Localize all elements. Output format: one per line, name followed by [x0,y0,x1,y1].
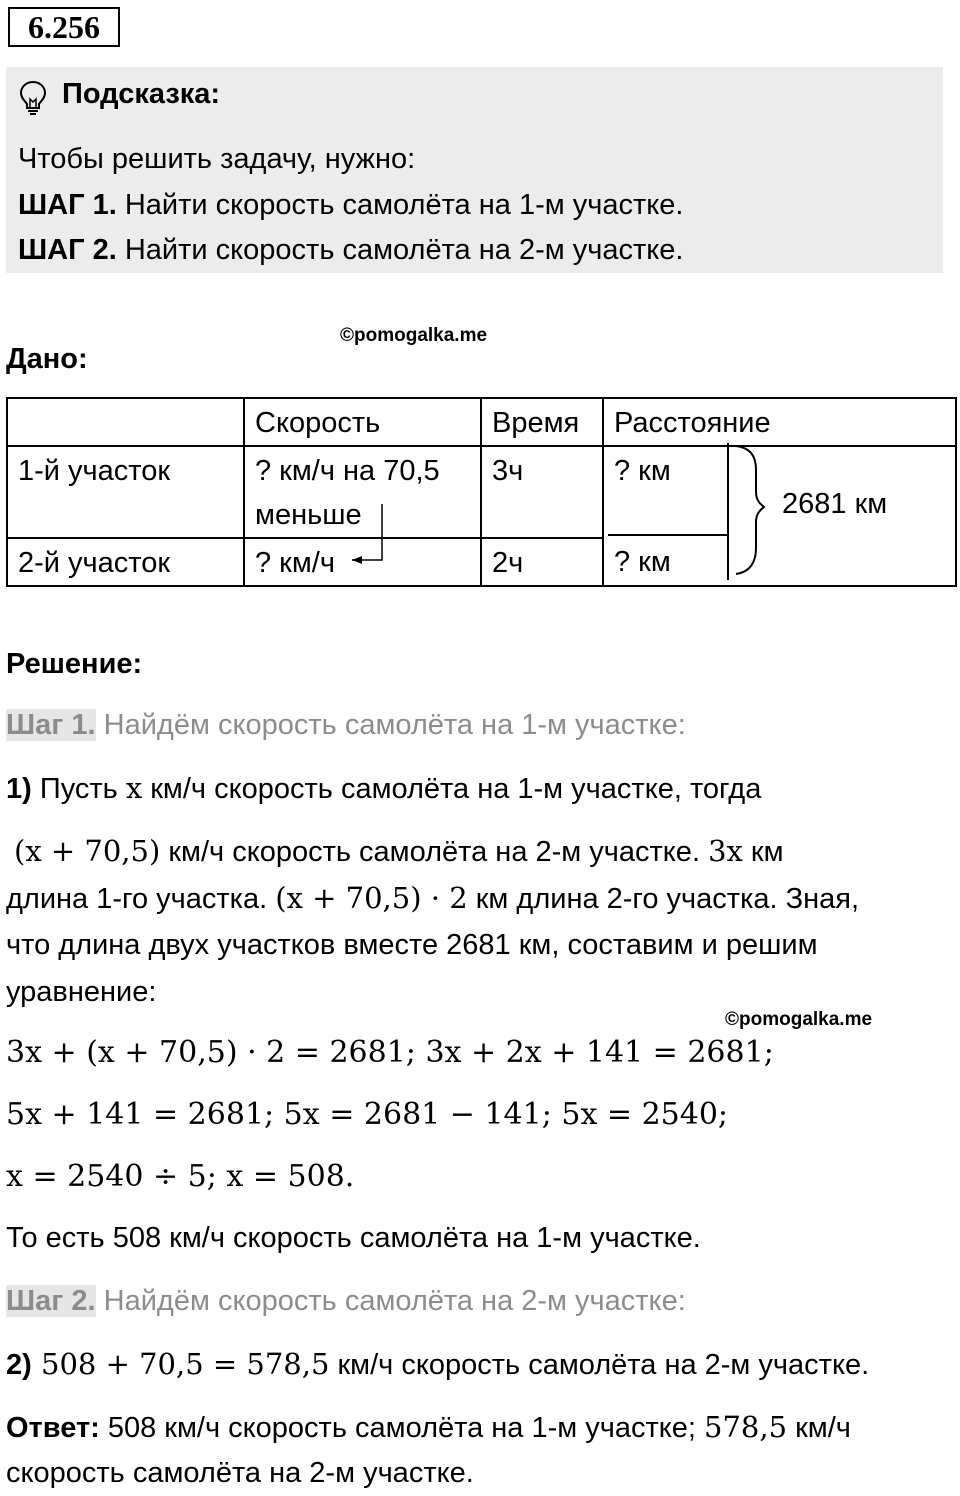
text: км/ч скорость самолёта на 2-м участке. [329,1349,870,1381]
solution-title: Решение: [6,648,143,680]
text: км/ч скорость самолёта на 2-м участке. [160,836,709,868]
answer-line-2: скорость самолёта на 2-м участке. [6,1457,474,1489]
section-cell: 1-й участок [7,446,244,538]
text: Пусть [31,773,126,805]
hint-step-text: Найти скорость самолёта на 1-м участке. [116,189,684,221]
solution-line-6 [6,1347,869,1382]
equation-line-3: x = 2540 ÷ 5; x = 508. [6,1159,355,1194]
text: км/ч [787,1412,851,1444]
step-text: Найдём скорость самолёта на 1-м участке: [95,709,686,741]
curly-brace-icon [736,446,764,574]
text: км длина 2-го участка. Зная, [467,883,860,915]
time-cell: 2ч [481,538,603,586]
math-variable: x [125,771,143,805]
step-label: Шаг 2. [6,1285,96,1317]
hint-step-text: Найти скорость самолёта на 2-м участке. [116,234,684,266]
solution-line-3 [6,881,859,916]
math-expression: 3x [708,834,743,868]
time-cell: 3ч [481,446,603,538]
hint-intro: Чтобы решить задачу, нужно: [18,143,416,175]
math-expression: 508 + 70,5 = 578,5 [31,1347,330,1381]
solution-line-1 [6,771,761,806]
table-header-cell: Расстояние [603,398,956,446]
equation-line-2: 5x + 141 = 2681; 5x = 2681 − 141; 5x = 2540; [6,1097,729,1132]
text: 508 км/ч скорость самолёта на 1-м участке; [99,1412,705,1444]
speed-line: меньше [255,499,362,531]
item-number: 1) [6,773,32,805]
answer-label: Ответ: [6,1412,100,1444]
step-text: Найдём скорость самолёта на 2-м участке: [95,1285,686,1317]
step-label: Шаг 1. [6,709,96,741]
text: км [742,836,784,868]
hint-step-label: ШАГ 1. [18,189,117,221]
math-expression: (x + 70,5) [14,834,161,868]
text: длина 1-го участка. [6,883,276,915]
table-header-cell: Время [481,398,603,446]
step1-heading [6,709,686,742]
task-number: 6.256 [8,7,120,47]
answer-line-1 [6,1410,851,1445]
speed-cell: ? км/ч [244,538,481,586]
table-header-cell: Скорость [244,398,481,446]
solution-line-5: уравнение: [6,976,157,1008]
arrow-head-icon [352,556,362,564]
distance-cell: ? км [603,538,956,586]
watermark: ©pomogalka.me [340,325,488,346]
section-cell: 2-й участок [7,538,244,586]
distance-cell: ? км [603,446,956,538]
step2-heading [6,1285,686,1318]
total-distance: 2681 км [782,488,888,520]
equation-line-1: 3x + (x + 70,5) · 2 = 2681; 3x + 2x + 141 = 2681; [6,1035,774,1070]
hint-title: Подсказка: [62,78,221,110]
hint-step-label: ШАГ 2. [18,234,117,266]
speed-line: ? км/ч на 70,5 [255,455,440,487]
solution-line-2 [14,834,784,869]
arrow-line [352,504,382,560]
given-title: Дано: [6,343,88,375]
watermark: ©pomogalka.me [725,1009,873,1030]
item-number: 2) [6,1349,32,1381]
text: км/ч скорость самолёта на 1-м участке, тогда [142,773,762,805]
solution-line-4: что длина двух участков вместе 2681 км, составим и решим [6,929,818,961]
math-expression: (x + 70,5) · 2 [275,881,468,915]
math-expression: 578,5 [704,1410,788,1444]
conclusion-1: То есть 508 км/ч скорость самолёта на 1-м участке. [6,1222,701,1254]
